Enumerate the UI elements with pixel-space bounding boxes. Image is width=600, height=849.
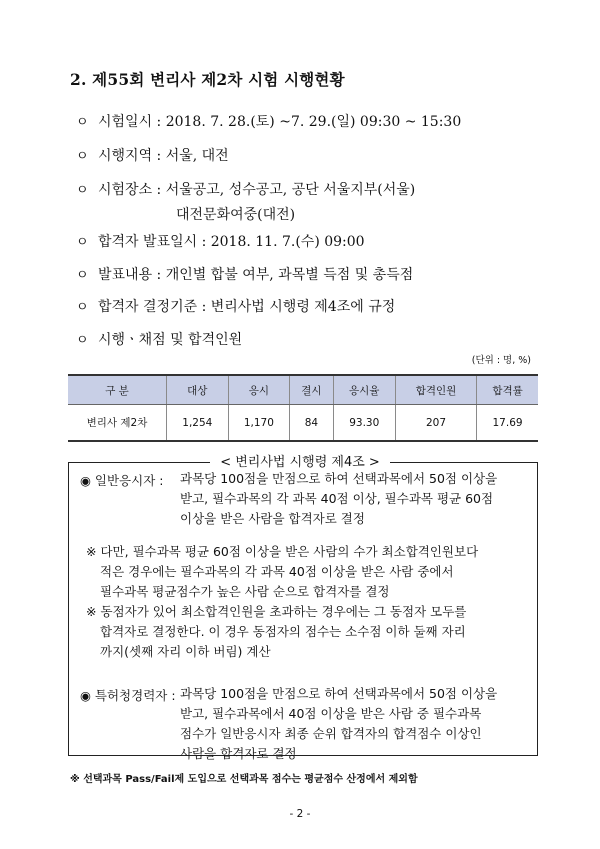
note-tie-breaker: ※ 동점자가 있어 최소합격인원을 초과하는 경우에는 그 동점자 모두를 합격자로 결정한다. 이 경우 동점자의 점수는 소수점 이하 둘째 자리 까지(셋째 자리 이하 버림) 계산 (86, 604, 467, 659)
table-cell: 1,254 (167, 405, 229, 442)
kipo-experienced-label: ◉ 특허청경력자 : (80, 688, 176, 703)
table-row (68, 405, 538, 442)
note-marker: ※ (86, 604, 97, 619)
list-item-region (76, 145, 229, 165)
list-item-text: 시험장소 : 서울공고, 성수공고, 공단 서울지부(서울) (98, 182, 416, 198)
list-item-criteria (76, 296, 395, 316)
list-item-text: 시행ㆍ채점 및 합격인원 (98, 332, 243, 348)
note-marker: ※ (86, 544, 97, 559)
bullet-circle-icon: ◉ (80, 473, 91, 488)
results-table (68, 374, 538, 442)
list-item-results (76, 329, 242, 349)
law-box-title (0, 451, 600, 470)
table-header-cell: 결시 (290, 375, 333, 405)
footnote: ※ 선택과목 Pass/Fail제 도입으로 선택과목 점수는 평균점수 산정에서 제외함 (70, 774, 418, 785)
table-cell: 17.69 (477, 405, 538, 442)
list-item-text: 시행지역 : 서울, 대전 (98, 148, 229, 164)
table-cell: 207 (395, 405, 476, 442)
table-header-cell: 합격인원 (395, 375, 476, 405)
bullet-marker: ㅇ (76, 333, 89, 348)
section-heading: 2. 제55회 변리사 제2차 시험 시행현황 (70, 70, 345, 89)
list-item-text: 합격자 발표일시 : 2018. 11. 7.(수) 09:00 (98, 234, 365, 250)
bullet-marker: ㅇ (76, 300, 89, 315)
list-item-venue (76, 179, 415, 199)
table-cell: 1,170 (228, 405, 290, 442)
table-header-cell: 합격률 (477, 375, 538, 405)
bullet-marker: ㅇ (76, 183, 89, 198)
general-candidate-text: 과목당 100점을 만점으로 하여 선택과목에서 50점 이상을 받고, 필수과목의 각 과목 40점 이상, 필수과목 평균 60점 이상을 받은 사람을 합격자로 결정 (180, 471, 498, 526)
bullet-marker: ㅇ (76, 149, 89, 164)
bullet-circle-icon: ◉ (80, 688, 91, 703)
note-minimum-pass: ※ 다만, 필수과목 평균 60점 이상을 받은 사람의 수가 최소합격인원보다 적은 경우에는 필수과목의 각 과목 40점 이상을 받은 사람 중에서 필수과목 평균점수가 높은 사람 순으로 합격자를 결정 (86, 544, 479, 599)
table-header-cell: 대상 (167, 375, 229, 405)
law-box-title-text: < 변리사법 시행령 제4조 > (210, 455, 390, 470)
general-candidate-label: ◉ 일반응시자 : (80, 473, 164, 488)
bullet-marker: ㅇ (76, 235, 89, 250)
list-item-venue-continuation: 대전문화여중(대전) (176, 207, 296, 223)
table-header-cell: 응시율 (333, 375, 395, 405)
table-header-row (68, 375, 538, 405)
table-header-cell: 구 분 (68, 375, 167, 405)
list-item-text: 합격자 결정기준 : 변리사법 시행령 제4조에 규정 (98, 299, 396, 315)
list-item-announcement-content (76, 264, 413, 284)
list-item-text: 발표내용 : 개인별 합불 여부, 과목별 득점 및 총득점 (98, 267, 414, 283)
unit-note: (단위 : 명, %) (471, 355, 531, 366)
table-cell: 84 (290, 405, 333, 442)
list-item-text: 시험일시 : 2018. 7. 28.(토) ~7. 29.(일) 09:30 ~ 15:30 (98, 114, 462, 130)
table-cell: 93.30 (333, 405, 395, 442)
kipo-experienced-text: 과목당 100점을 만점으로 하여 선택과목에서 50점 이상을 받고, 필수과목에서 40점 이상을 받은 사람 중 필수과목 점수가 일반응시자 최종 순위 합격자의 합격점수 이상인 사람을 합격자로 결정 (180, 686, 498, 761)
table-header-cell: 응시 (228, 375, 290, 405)
bullet-marker: ㅇ (76, 115, 89, 130)
list-item-announcement-date (76, 231, 365, 251)
page-number: - 2 - (289, 808, 311, 820)
bullet-marker: ㅇ (76, 268, 89, 283)
table-cell: 변리사 제2차 (68, 405, 167, 442)
list-item-exam-date (76, 111, 461, 131)
